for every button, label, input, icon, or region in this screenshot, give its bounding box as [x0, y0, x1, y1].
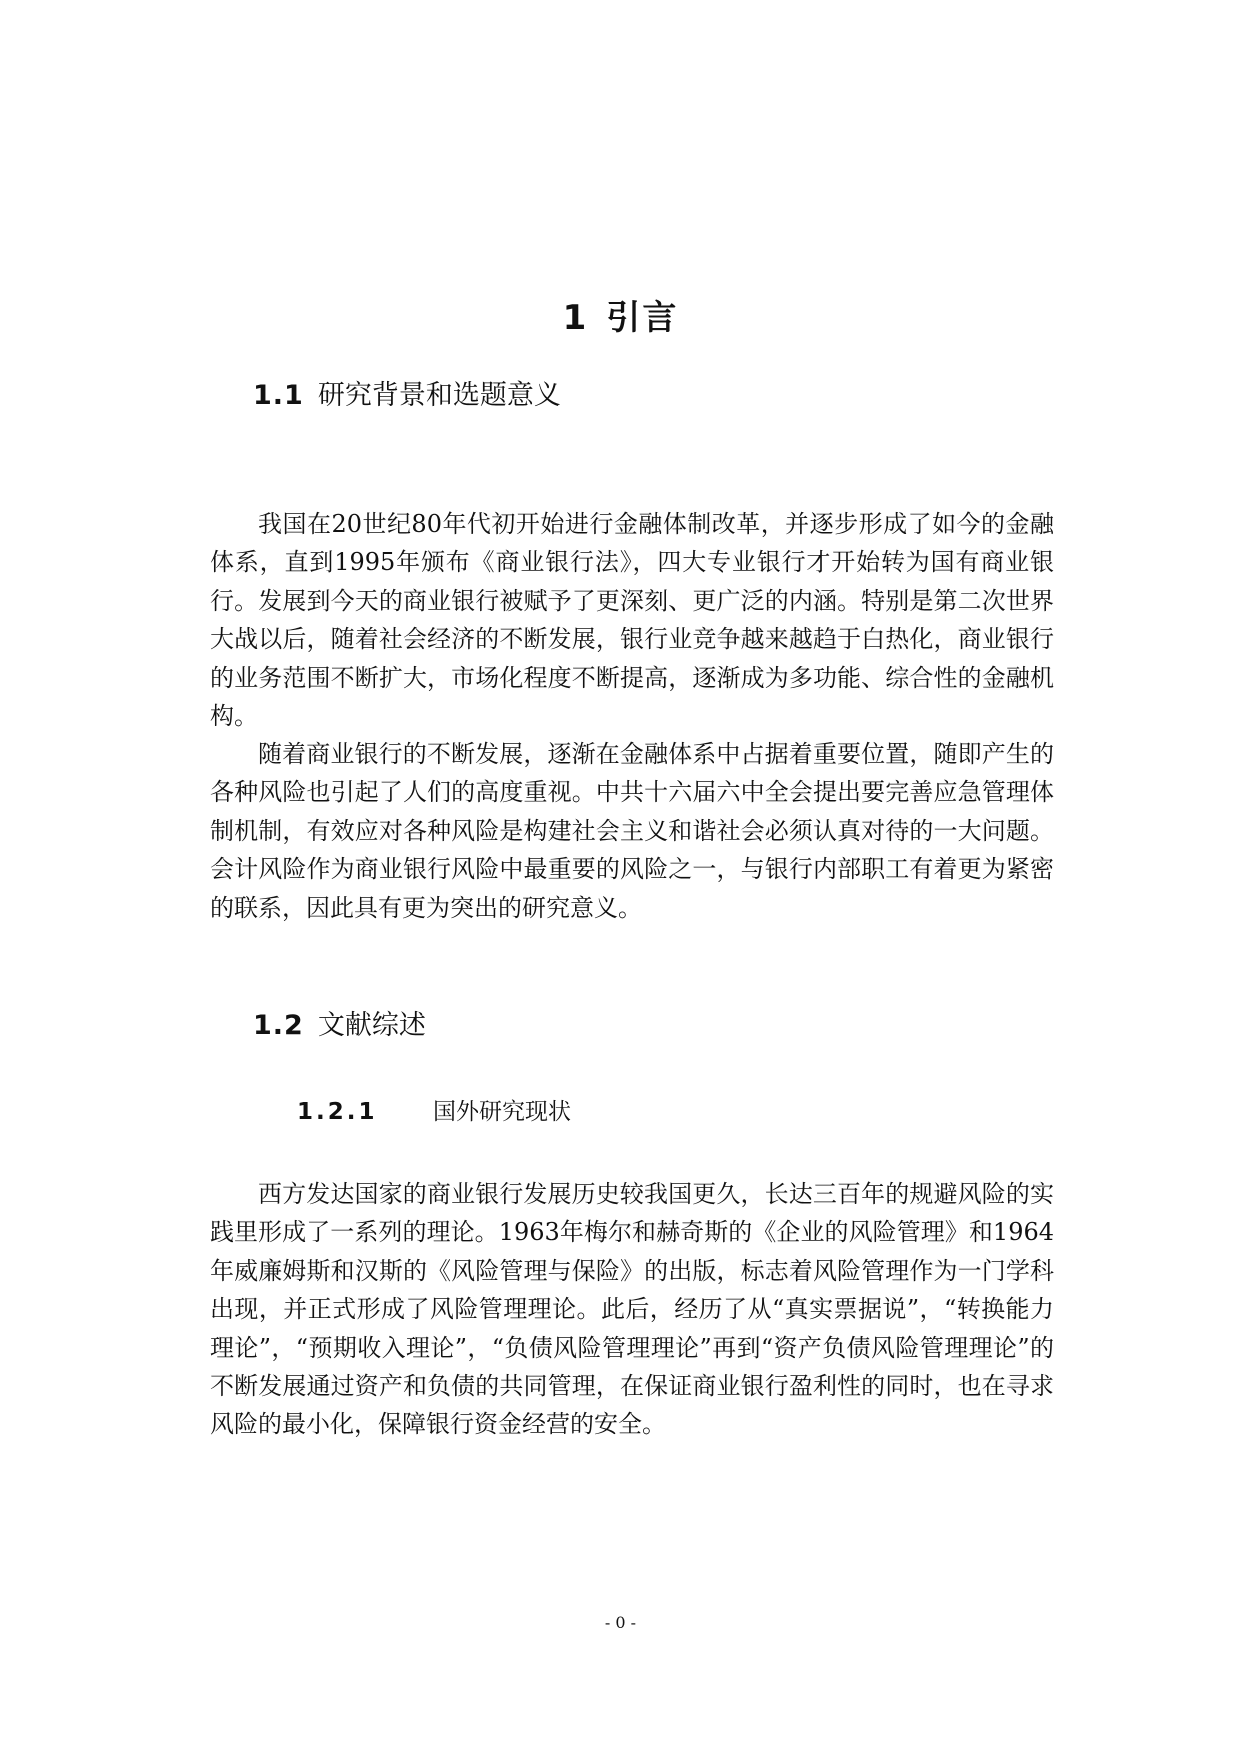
- chapter-title-text: 引言: [606, 298, 679, 338]
- section-heading-1-1: [253, 378, 561, 414]
- section-heading-1-2: [253, 1008, 426, 1044]
- section-number: 1.2: [253, 1010, 304, 1041]
- subsection-heading-1-2-1: [297, 1096, 571, 1128]
- page-number: - 0 -: [604, 1613, 637, 1632]
- paragraph-background-1: 我国在20世纪80年代初开始进行金融体制改革，并逐步形成了如今的金融体系，直到1995年颁布《商业银行法》，四大专业银行才开始转为国有商业银行。发展到今天的商业银行被赋予了更深刻、更广泛的内涵。特别是第二次世界大战以后，随着社会经济的不断发展，银行业竞争越来越趋于白热化，商业银行的业务范围不断扩大，市场化程度不断提高，逐渐成为多功能、综合性的金融机构。: [210, 510, 1054, 731]
- section-title: 研究背景和选题意义: [317, 380, 561, 411]
- chapter-number: 1: [562, 298, 589, 338]
- chapter-title: [0, 296, 1241, 340]
- subsection-number: 1.2.1: [297, 1099, 378, 1125]
- section-number: 1.1: [253, 380, 304, 411]
- paragraph-background-2: 随着商业银行的不断发展，逐渐在金融体系中占据着重要位置，随即产生的各种风险也引起了人们的高度重视。中共十六届六中全会提出要完善应急管理体制机制，有效应对各种风险是构建社会主义和谐社会必须认真对待的一大问题。会计风险作为商业银行风险中最重要的风险之一，与银行内部职工有着更为紧密的联系，因此具有更为突出的研究意义。: [210, 740, 1054, 922]
- subsection-title: 国外研究现状: [433, 1099, 571, 1125]
- section-title: 文献综述: [317, 1010, 426, 1041]
- paragraph-foreign-research: 西方发达国家的商业银行发展历史较我国更久，长达三百年的规避风险的实践里形成了一系列的理论。1963年梅尔和赫奇斯的《企业的风险管理》和1964年威廉姆斯和汉斯的《风险管理与保险》的出版，标志着风险管理作为一门学科出现，并正式形成了风险管理理论。此后，经历了从“真实票据说”，“转换能力理论”，“预期收入理论”，“负债风险管理理论”再到“资产负债风险管理理论”的不断发展通过资产和负债的共同管理，在保证商业银行盈利性的同时，也在寻求风险的最小化，保障银行资金经营的安全。: [210, 1180, 1054, 1439]
